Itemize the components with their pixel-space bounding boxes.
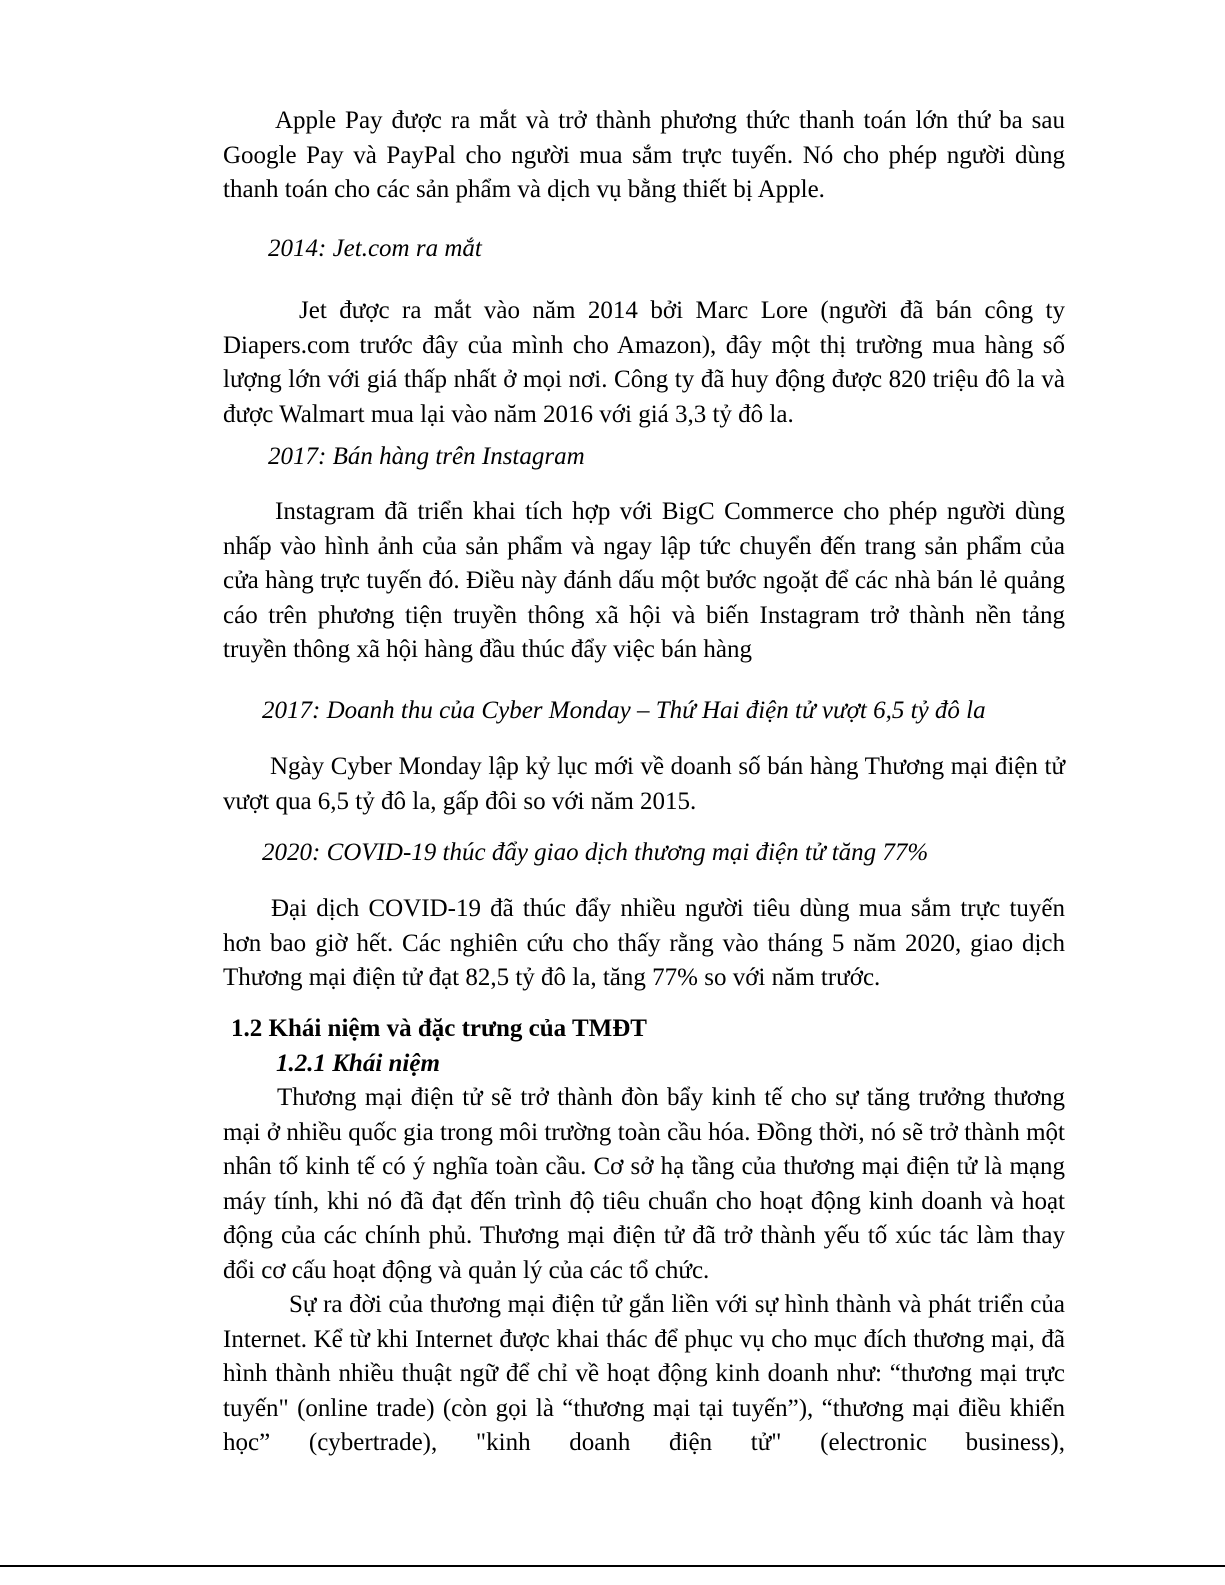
heading-cyber-monday: 2017: Doanh thu của Cyber Monday – Thứ Hai điện tử vượt 6,5 tỷ đô la xyxy=(262,697,986,724)
paragraph-instagram: Instagram đã triển khai tích hợp với BigC Commerce cho phép người dùng nhấp vào hình ảnh của sản phẩm và ngay lập tức chuyển đến trang sản phẩm của cửa hàng trực tuyến đó. Điều này đánh dấu một bước ngoặt để các nhà bán lẻ quảng cáo trên phương tiện truyền thông xã hội và biến Instagram trở thành nền tảng truyền thông xã hội hàng đầu thúc đẩy việc bán hàng xyxy=(223,498,1065,664)
paragraph-concept-1: Thương mại điện tử sẽ trở thành đòn bẩy kinh tế cho sự tăng trưởng thương mại ở nhiều quốc gia trong môi trường toàn cầu hóa. Đồng thời, nó sẽ trở thành một nhân tố kinh tế có ý nghĩa toàn cầu. Cơ sở hạ tầng của thương mại điện tử là mạng máy tính, khi nó đã đạt đến trình độ tiêu chuẩn cho hoạt động kinh doanh và hoạt động của các chính phủ. Thương mại điện tử đã trở thành yếu tố xúc tác làm thay đổi cơ cấu hoạt động và quản lý của các tổ chức. xyxy=(223,1084,1065,1284)
paragraph-cyber-monday: Ngày Cyber Monday lập kỷ lục mới về doanh số bán hàng Thương mại điện tử vượt qua 6,5 tỷ đô la, gấp đôi so với năm 2015. xyxy=(223,753,1065,815)
section-title: 1.2 Khái niệm và đặc trưng của TMĐT xyxy=(231,1015,647,1042)
heading-instagram: 2017: Bán hàng trên Instagram xyxy=(268,443,585,470)
heading-jet: 2014: Jet.com ra mắt xyxy=(268,235,482,262)
paragraph-jet: Jet được ra mắt vào năm 2014 bởi Marc Lore (người đã bán công ty Diapers.com trước đây của mình cho Amazon), đây một thị trường mua hàng số lượng lớn với giá thấp nhất ở mọi nơi. Công ty đã huy động được 820 triệu đô la và được Walmart mua lại vào năm 2016 với giá 3,3 tỷ đô la. xyxy=(223,297,1065,428)
heading-covid: 2020: COVID-19 thúc đẩy giao dịch thương mại điện tử tăng 77% xyxy=(262,839,929,866)
subsection-title: 1.2.1 Khái niệm xyxy=(276,1050,440,1077)
paragraph-apple-pay: Apple Pay được ra mắt và trở thành phương thức thanh toán lớn thứ ba sau Google Pay và PayPal cho người mua sắm trực tuyến. Nó cho phép người dùng thanh toán cho các sản phẩm và dịch vụ bằng thiết bị Apple. xyxy=(223,107,1065,204)
paragraph-covid: Đại dịch COVID-19 đã thúc đẩy nhiều người tiêu dùng mua sắm trực tuyến hơn bao giờ hết. Các nghiên cứu cho thấy rằng vào tháng 5 năm 2020, giao dịch Thương mại điện tử đạt 82,5 tỷ đô la, tăng 77% so với năm trước. xyxy=(223,895,1065,992)
page-bottom-rule xyxy=(0,1565,1225,1567)
paragraph-concept-2: Sự ra đời của thương mại điện tử gắn liền với sự hình thành và phát triển của Internet. Kể từ khi Internet được khai thác để phục vụ cho mục đích thương mại, đã hình thành nhiều thuật ngữ để chỉ về hoạt động kinh doanh như: “thương mại trực tuyến" (online trade) (còn gọi là “thương mại tại tuyến”), “thương mại điều khiển học” (cybertrade), "kinh doanh điện tử" (electronic business), xyxy=(223,1291,1065,1457)
